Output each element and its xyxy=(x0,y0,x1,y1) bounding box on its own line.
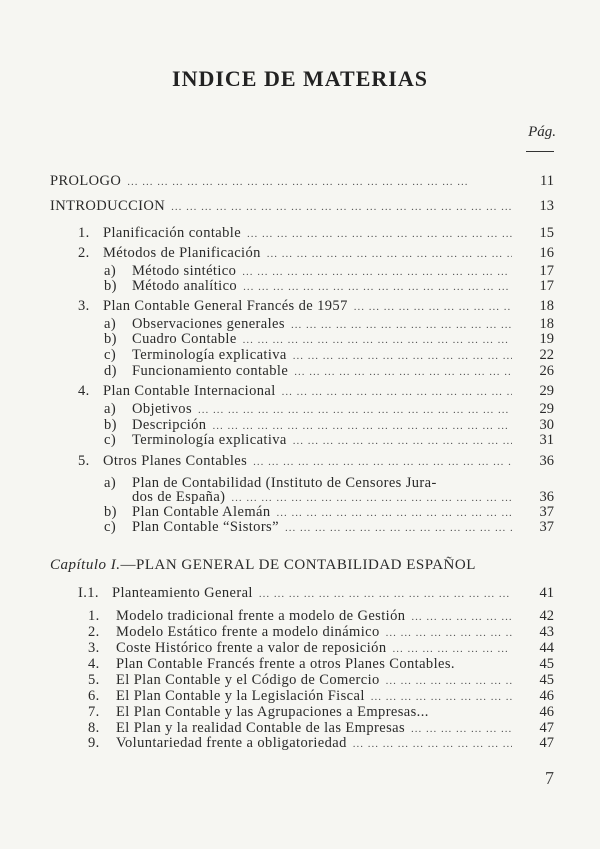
entry-number: b) xyxy=(104,504,117,520)
entry-page: 44 xyxy=(539,640,554,656)
entry-page: 11 xyxy=(540,173,554,189)
entry-label: El Plan Contable y las Agrupaciones a Empresas... xyxy=(116,704,429,720)
entry-page: 47 xyxy=(539,720,554,736)
entry-page: 46 xyxy=(539,704,554,720)
entry-label: Coste Histórico frente a valor de reposición xyxy=(116,640,387,656)
entry-page: 41 xyxy=(539,585,554,601)
entry-number: d) xyxy=(104,363,117,379)
entry-number: c) xyxy=(104,432,117,448)
toc-entry xyxy=(88,656,512,673)
entry-number: a) xyxy=(104,316,117,332)
entry-page: 37 xyxy=(539,519,554,535)
toc-entry xyxy=(104,278,512,296)
entry-page: 17 xyxy=(539,278,554,294)
entry-label: Plan Contable General Francés de 1957 xyxy=(103,298,348,314)
entry-page: 13 xyxy=(539,198,554,214)
entry-number: a) xyxy=(104,401,117,417)
entry-number: 8. xyxy=(88,720,100,736)
toc-entry xyxy=(104,432,512,450)
entry-label: El Plan y la realidad Contable de las Empresas xyxy=(116,720,405,736)
entry-label: Plan de Contabilidad (Instituto de Censores Jura- xyxy=(132,475,437,491)
entry-page: 45 xyxy=(539,672,554,688)
entry-label: Plan Contable Alemán xyxy=(132,504,271,520)
entry-page: 29 xyxy=(539,383,554,399)
entry-number: 1. xyxy=(78,225,90,241)
dot-leader xyxy=(243,279,512,296)
entry-label: Voluntariedad frente a obligatoriedad xyxy=(116,735,347,751)
entry-page: 31 xyxy=(539,432,554,448)
entry-label: Plan Contable Francés frente a otros Planes Contables. xyxy=(116,656,455,672)
entry-label: Cuadro Contable xyxy=(132,331,237,347)
entry-label: Terminología explicativa xyxy=(132,347,287,363)
chapter-heading xyxy=(50,557,476,574)
entry-number: 2. xyxy=(88,624,100,640)
entry-label: Funcionamiento contable xyxy=(132,363,289,379)
entry-page: 45 xyxy=(539,656,554,672)
entry-label: Objetivos xyxy=(132,401,192,417)
page-column-header: Pág. xyxy=(528,124,556,140)
entry-number: a) xyxy=(104,263,117,279)
entry-label: dos de España) xyxy=(132,489,226,505)
entry-label: Descripción xyxy=(132,417,207,433)
page-title: INDICE DE MATERIAS xyxy=(172,66,428,91)
entry-label: Observaciones generales xyxy=(132,316,285,332)
entry-number: 1. xyxy=(88,608,100,624)
header-rule xyxy=(526,151,554,152)
entry-number: 3. xyxy=(88,640,100,656)
dot-leader xyxy=(354,299,512,316)
entry-number: 9. xyxy=(88,735,100,751)
entry-label: Plan Contable Internacional xyxy=(103,383,276,399)
entry-number: 6. xyxy=(88,688,100,704)
toc-entry xyxy=(104,519,512,537)
toc-entry xyxy=(50,198,512,216)
entry-page: 42 xyxy=(539,608,554,624)
toc-entry xyxy=(88,735,512,753)
entry-label: INTRODUCCION xyxy=(50,198,166,214)
entry-number: b) xyxy=(104,417,117,433)
entry-label: Planteamiento General xyxy=(112,585,253,601)
entry-label: PROLOGO xyxy=(50,173,122,189)
dot-leader xyxy=(282,384,512,401)
entry-label: Otros Planes Contables xyxy=(103,453,248,469)
dot-leader xyxy=(267,246,512,263)
entry-number: 2. xyxy=(78,245,90,261)
entry-number: a) xyxy=(104,475,117,491)
entry-page: 17 xyxy=(539,263,554,279)
entry-page: 43 xyxy=(539,624,554,640)
entry-page: 18 xyxy=(539,298,554,314)
entry-page: 16 xyxy=(539,245,554,261)
entry-page: 26 xyxy=(539,363,554,379)
chapter-prefix: Capítulo I. xyxy=(50,557,121,573)
entry-label: El Plan Contable y la Legislación Fiscal xyxy=(116,688,365,704)
entry-page: 29 xyxy=(539,401,554,417)
entry-page: 37 xyxy=(539,504,554,520)
entry-number: I.1. xyxy=(78,585,99,601)
dot-leader xyxy=(127,174,512,191)
entry-label: El Plan Contable y el Código de Comercio xyxy=(116,672,380,688)
entry-label: Método analítico xyxy=(132,278,238,294)
dot-leader xyxy=(285,520,512,537)
chapter-title: —PLAN GENERAL DE CONTABILIDAD ESPAÑOL xyxy=(120,557,476,573)
entry-page: 22 xyxy=(539,347,554,363)
entry-page: 18 xyxy=(539,316,554,332)
entry-label: Modelo tradicional frente a modelo de Gestión xyxy=(116,608,406,624)
dot-leader xyxy=(353,736,512,753)
toc-entry xyxy=(104,363,512,381)
entry-number: 5. xyxy=(88,672,100,688)
toc-entry xyxy=(50,173,512,191)
entry-label: Modelo Estático frente a modelo dinámico xyxy=(116,624,380,640)
page-number: 7 xyxy=(545,768,554,788)
entry-label: Planificación contable xyxy=(103,225,242,241)
entry-page: 30 xyxy=(539,417,554,433)
dot-leader xyxy=(293,433,512,450)
entry-number: c) xyxy=(104,347,117,363)
toc-entry xyxy=(78,245,512,263)
entry-number: 5. xyxy=(78,453,90,469)
entry-page: 15 xyxy=(539,225,554,241)
toc-entry xyxy=(78,453,512,471)
entry-page: 19 xyxy=(539,331,554,347)
entry-label: Método sintético xyxy=(132,263,237,279)
entry-number: 7. xyxy=(88,704,100,720)
entry-number: b) xyxy=(104,331,117,347)
dot-leader xyxy=(247,226,512,243)
entry-page: 46 xyxy=(539,688,554,704)
entry-page: 36 xyxy=(539,489,554,505)
entry-number: b) xyxy=(104,278,117,294)
entry-number: 4. xyxy=(88,656,100,672)
entry-page: 36 xyxy=(539,453,554,469)
dot-leader xyxy=(253,454,512,471)
toc-entry xyxy=(78,585,512,603)
dot-leader xyxy=(259,586,512,603)
toc-entry xyxy=(78,225,512,243)
entry-label: Terminología explicativa xyxy=(132,432,287,448)
entry-number: c) xyxy=(104,519,117,535)
dot-leader xyxy=(171,199,512,216)
toc-entry xyxy=(78,383,512,401)
dot-leader xyxy=(294,364,512,381)
entry-label: Plan Contable “Sistors” xyxy=(132,519,279,535)
toc-entry xyxy=(78,298,512,316)
entry-number: 3. xyxy=(78,298,90,314)
entry-page: 47 xyxy=(539,735,554,751)
entry-number: 4. xyxy=(78,383,90,399)
entry-label: Métodos de Planificación xyxy=(103,245,261,261)
toc-entry xyxy=(88,704,512,721)
